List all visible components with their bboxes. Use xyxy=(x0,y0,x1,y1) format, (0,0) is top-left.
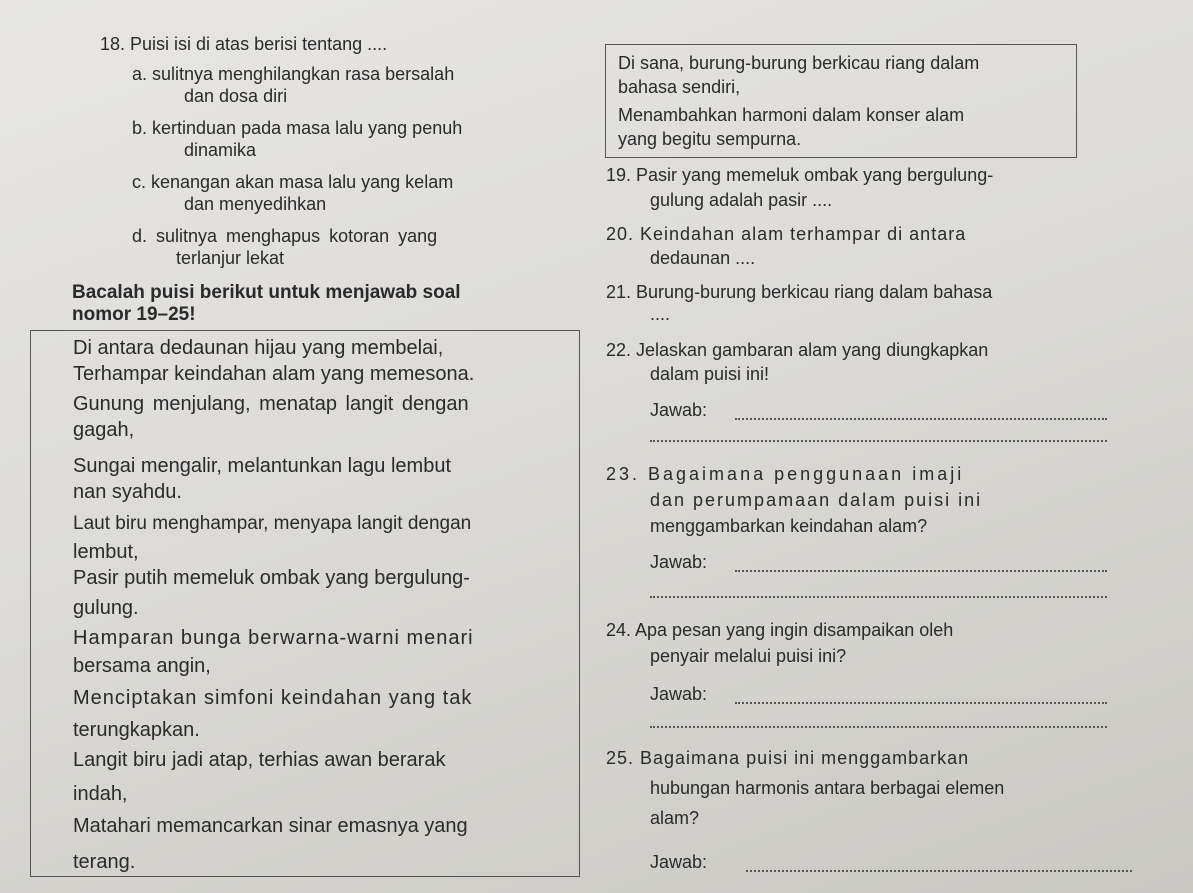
poem-line: Pasir putih memeluk ombak yang bergulung- xyxy=(73,567,470,589)
q23-jawab-label: Jawab: xyxy=(650,552,708,572)
poem-box xyxy=(30,330,580,877)
q25-answer-line-1[interactable] xyxy=(746,870,1132,872)
q25-line-2: hubungan harmonis antara berbagai elemen xyxy=(650,778,1005,798)
q23-line-1: 23. Bagaimana penggunaan imaji xyxy=(606,464,965,484)
q18-option-b-cont: dinamika xyxy=(184,140,257,160)
poem-line: Laut biru menghampar, menyapa langit dengan xyxy=(73,513,472,534)
poem-line: Sungai mengalir, melantunkan lagu lembut xyxy=(73,455,452,477)
poem-line: Terhampar keindahan alam yang memesona. xyxy=(73,363,475,385)
q18-option-d-cont: terlanjur lekat xyxy=(176,248,285,268)
q24-answer-line-1[interactable] xyxy=(735,702,1107,704)
q24-jawab-label: Jawab: xyxy=(650,684,708,704)
q24-line-2: penyair melalui puisi ini? xyxy=(650,646,847,666)
poem-line: gagah, xyxy=(73,419,135,441)
q21-line-1: 21. Burung-burung berkicau riang dalam bahasa xyxy=(606,282,993,302)
q22-answer-line-2[interactable] xyxy=(650,440,1107,442)
q19-line-1: 19. Pasir yang memeluk ombak yang bergulung- xyxy=(606,165,994,185)
q18-option-b: b. kertinduan pada masa lalu yang penuh xyxy=(132,118,463,138)
q18-stem: 18. Puisi isi di atas berisi tentang .... xyxy=(100,34,388,54)
q21-line-2: .... xyxy=(650,304,671,324)
poem-line: bersama angin, xyxy=(73,655,211,677)
q22-jawab-label: Jawab: xyxy=(650,400,708,420)
poem-line: Langit biru jadi atap, terhias awan berarak xyxy=(73,749,446,771)
q18-option-a-cont: dan dosa diri xyxy=(184,86,288,106)
poem-line: terang. xyxy=(73,851,136,873)
poem-line: nan syahdu. xyxy=(73,481,182,503)
q22-line-2: dalam puisi ini! xyxy=(650,364,770,384)
poem-line: lembut, xyxy=(73,541,139,563)
q19-line-2: gulung adalah pasir .... xyxy=(650,190,833,210)
poem-line: Menambahkan harmoni dalam konser alam xyxy=(618,105,965,125)
poem-line: terungkapkan. xyxy=(73,719,200,741)
q25-line-1: 25. Bagaimana puisi ini menggambarkan xyxy=(606,748,970,768)
q22-line-1: 22. Jelaskan gambaran alam yang diungkapkan xyxy=(606,340,989,360)
poem-line: Di sana, burung-burung berkicau riang dalam xyxy=(618,53,980,73)
q18-option-c-cont: dan menyedihkan xyxy=(184,194,327,214)
poem-line: Hamparan bunga berwarna-warni menari xyxy=(73,627,474,649)
q23-line-3: menggambarkan keindahan alam? xyxy=(650,516,928,536)
q25-jawab-label: Jawab: xyxy=(650,852,708,872)
q23-line-2: dan perumpamaan dalam puisi ini xyxy=(650,490,983,510)
q23-answer-line-2[interactable] xyxy=(650,596,1107,598)
instruction-line-2: nomor 19–25! xyxy=(72,304,196,325)
poem-continuation-box xyxy=(605,44,1077,158)
poem-line: indah, xyxy=(73,783,128,805)
q23-answer-line-1[interactable] xyxy=(735,570,1107,572)
q20-line-1: 20. Keindahan alam terhampar di antara xyxy=(606,224,967,244)
q18-option-d: d. sulitnya menghapus kotoran yang xyxy=(132,226,438,246)
q18-option-c: c. kenangan akan masa lalu yang kelam xyxy=(132,172,454,192)
poem-line: Matahari memancarkan sinar emasnya yang xyxy=(73,815,468,837)
instruction-line-1: Bacalah puisi berikut untuk menjawab soal xyxy=(72,282,461,303)
q22-answer-line-1[interactable] xyxy=(735,418,1107,420)
poem-line: Di antara dedaunan hijau yang membelai, xyxy=(73,337,444,359)
poem-line: gulung. xyxy=(73,597,139,619)
q20-line-2: dedaunan .... xyxy=(650,248,756,268)
poem-line: Gunung menjulang, menatap langit dengan xyxy=(73,393,469,415)
poem-line: bahasa sendiri, xyxy=(618,77,741,97)
poem-line: Menciptakan simfoni keindahan yang tak xyxy=(73,687,473,709)
q25-line-3: alam? xyxy=(650,808,700,828)
poem-line: yang begitu sempurna. xyxy=(618,129,802,149)
q24-line-1: 24. Apa pesan yang ingin disampaikan oleh xyxy=(606,620,954,640)
q18-option-a: a. sulitnya menghilangkan rasa bersalah xyxy=(132,64,455,84)
q24-answer-line-2[interactable] xyxy=(650,726,1107,728)
